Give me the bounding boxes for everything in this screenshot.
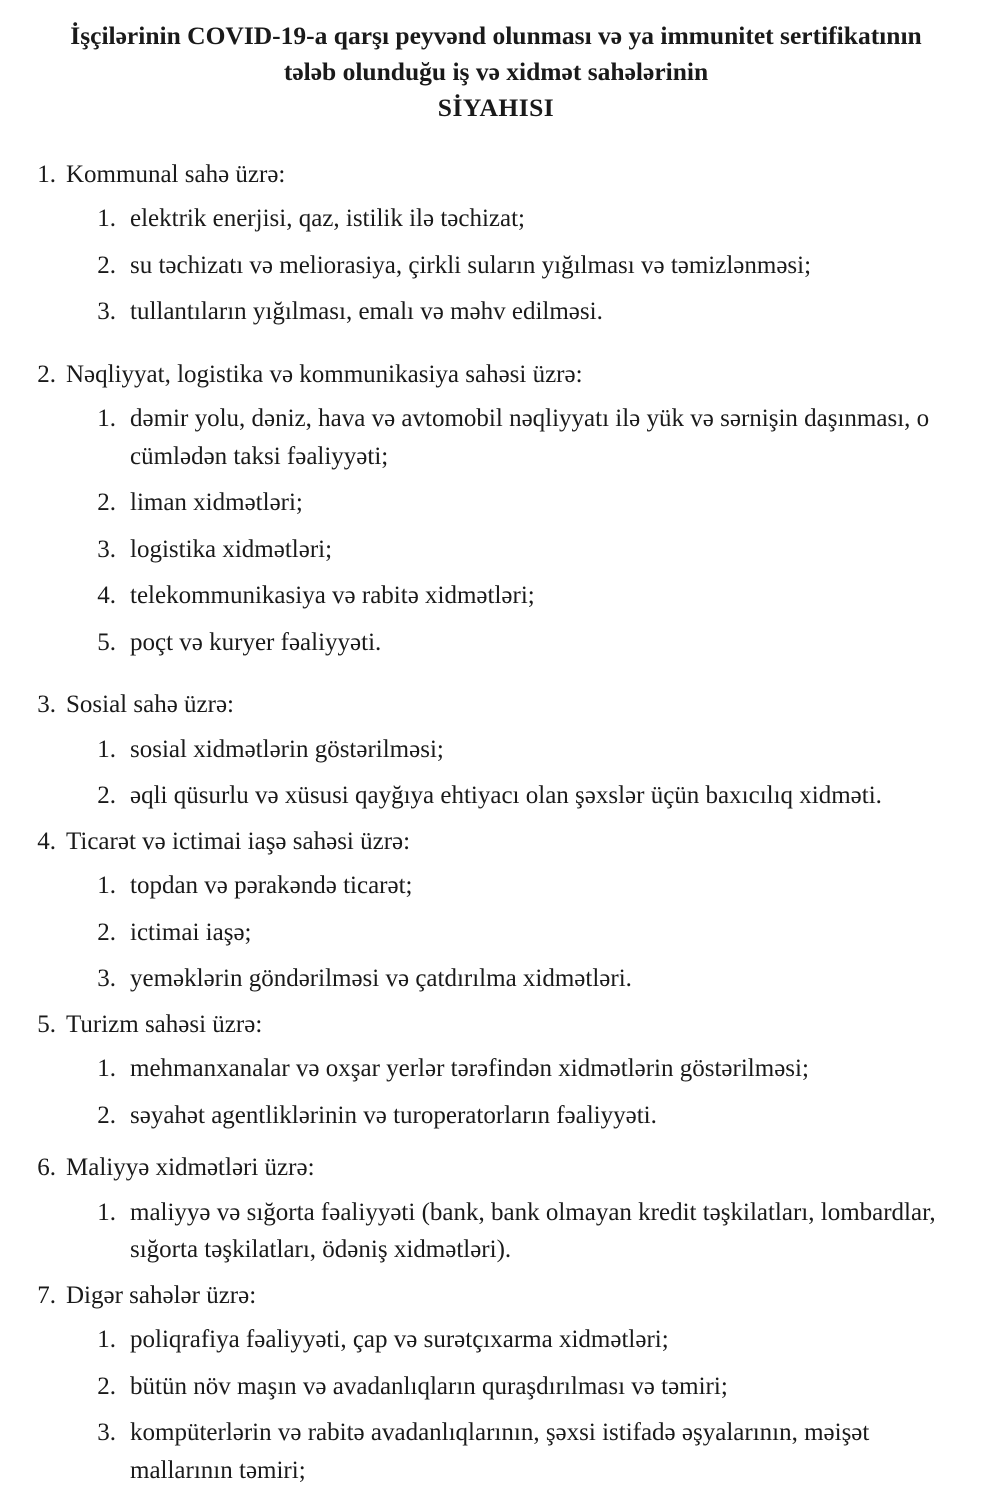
section-number: 6. — [37, 1154, 56, 1182]
subitem-number: 5. — [97, 628, 116, 656]
subitem-text: yeməklərin göndərilməsi və çatdırılma xidmətləri. — [130, 965, 632, 993]
subitem-text: poçt və kuryer fəaliyyəti. — [130, 628, 382, 656]
list-item — [82, 777, 970, 815]
subitem-text: səyahət agentliklərinin və turoperatorların fəaliyyəti. — [130, 1101, 657, 1129]
section-heading: Ticarət və ictimai iaşə sahəsi üzrə: — [66, 827, 411, 855]
subitems-list — [82, 731, 970, 815]
subitem-text: topdan və pərakəndə ticarət; — [130, 872, 413, 900]
section-heading: Nəqliyyat, logistika və kommunikasiya sahəsi üzrə: — [66, 360, 583, 388]
list-item — [82, 1414, 970, 1489]
list-item — [82, 484, 970, 522]
title-line-2: tələb olunduğu iş və xidmət sahələrinin — [283, 57, 709, 87]
section-heading-row — [22, 157, 970, 193]
subitem-number: 3. — [97, 1419, 116, 1447]
subitems-list — [82, 867, 970, 998]
section-heading-row — [22, 1007, 970, 1043]
subitem-text: elektrik enerjisi, qaz, istilik ilə təchizat; — [130, 205, 525, 233]
document-title — [62, 18, 930, 127]
subitem-number: 1. — [97, 1198, 116, 1226]
list-item — [82, 914, 970, 952]
subitem-text: tullantıların yığılması, emalı və məhv edilməsi. — [130, 298, 603, 326]
subitem-text: əqli qüsurlu və xüsusi qayğıya ehtiyacı olan şəxslər üçün baxıcılıq xidməti. — [130, 782, 882, 810]
subitem-number: 1. — [97, 872, 116, 900]
list-item — [82, 1097, 970, 1135]
section-heading-row — [22, 1150, 970, 1186]
subitems-list — [82, 1194, 970, 1269]
subitem-number: 3. — [97, 535, 116, 563]
list-item — [82, 960, 970, 998]
subitem-number: 2. — [97, 1372, 116, 1400]
subitems-list — [82, 400, 970, 661]
subitem-number: 4. — [97, 582, 116, 610]
subitem-number: 2. — [97, 918, 116, 946]
list-item — [82, 200, 970, 238]
list-item — [82, 400, 970, 475]
subitem-text: liman xidmətləri; — [130, 489, 303, 517]
section-heading: Turizm sahəsi üzrə: — [66, 1010, 263, 1038]
section-heading: Kommunal sahə üzrə: — [66, 160, 286, 188]
subitem-number: 1. — [97, 1055, 116, 1083]
subitem-number: 3. — [97, 965, 116, 993]
section-number: 7. — [37, 1281, 56, 1309]
section-heading: Maliyyə xidmətləri üzrə: — [66, 1154, 315, 1182]
subitem-text: kompüterlərin və rabitə avadanlıqlarının, şəxsi istifadə əşyalarının, məişət mallarının təmiri; — [130, 1419, 870, 1484]
title-line-3: SİYAHISI — [437, 93, 555, 123]
section-3 — [22, 687, 970, 815]
list-item — [82, 1194, 970, 1269]
subitem-number: 3. — [97, 298, 116, 326]
subitem-text: bütün növ maşın və avadanlıqların quraşdırılması və təmiri; — [130, 1372, 728, 1400]
subitem-text: maliyyə və sığorta fəaliyyəti (bank, bank olmayan kredit təşkilatları, lombardlar, sığorta təşkilatları, ödəniş xidmətləri). — [130, 1198, 936, 1264]
list-item — [82, 731, 970, 769]
list-item — [82, 577, 970, 615]
section-heading-row — [22, 687, 970, 723]
subitem-text: logistika xidmətləri; — [130, 535, 333, 563]
section-number: 5. — [37, 1010, 56, 1038]
section-6 — [22, 1150, 970, 1269]
title-line-1: İşçilərinin COVID-19-a qarşı peyvənd olunması və ya immunitet sertifikatının — [70, 21, 922, 50]
subitem-number: 2. — [97, 251, 116, 279]
section-number: 4. — [37, 827, 56, 855]
section-number: 2. — [37, 360, 56, 388]
section-number: 1. — [37, 160, 56, 188]
section-1 — [22, 157, 970, 331]
list-item — [82, 247, 970, 285]
section-heading: Digər sahələr üzrə: — [66, 1281, 257, 1309]
subitem-text: telekommunikasiya və rabitə xidmətləri; — [130, 582, 535, 610]
subitem-text: dəmir yolu, dəniz, hava və avtomobil nəqliyyatı ilə yük və sərnişin daşınması, o cümlədən taksi fəaliyyəti; — [130, 405, 930, 470]
section-2 — [22, 357, 970, 662]
subitems-list — [82, 200, 970, 331]
section-7 — [22, 1278, 970, 1490]
sections-list — [22, 157, 970, 1490]
subitem-number: 1. — [97, 205, 116, 233]
subitem-text: su təchizatı və meliorasiya, çirkli suların yığılması və təmizlənməsi; — [130, 251, 812, 279]
section-number: 3. — [37, 691, 56, 719]
list-item — [82, 1050, 970, 1088]
subitem-text: ictimai iaşə; — [130, 918, 252, 946]
list-item — [82, 1321, 970, 1359]
section-5 — [22, 1007, 970, 1135]
subitems-list — [82, 1050, 970, 1134]
subitem-number: 1. — [97, 735, 116, 763]
subitem-number: 1. — [97, 405, 116, 433]
list-item — [82, 531, 970, 569]
list-item — [82, 624, 970, 662]
section-heading: Sosial sahə üzrə: — [66, 691, 235, 719]
list-item — [82, 293, 970, 331]
subitem-number: 2. — [97, 489, 116, 517]
subitem-number: 2. — [97, 1101, 116, 1129]
subitem-number: 2. — [97, 782, 116, 810]
section-heading-row — [22, 1278, 970, 1314]
section-heading-row — [22, 824, 970, 860]
subitem-text: poliqrafiya fəaliyyəti, çap və surətçıxarma xidmətləri; — [130, 1326, 669, 1354]
section-heading-row — [22, 357, 970, 393]
subitem-number: 1. — [97, 1326, 116, 1354]
list-item — [82, 867, 970, 905]
subitem-text: mehmanxanalar və oxşar yerlər tərəfindən xidmətlərin göstərilməsi; — [130, 1055, 809, 1083]
list-item — [82, 1368, 970, 1406]
subitems-list — [82, 1321, 970, 1489]
subitem-text: sosial xidmətlərin göstərilməsi; — [130, 735, 444, 763]
section-4 — [22, 824, 970, 998]
